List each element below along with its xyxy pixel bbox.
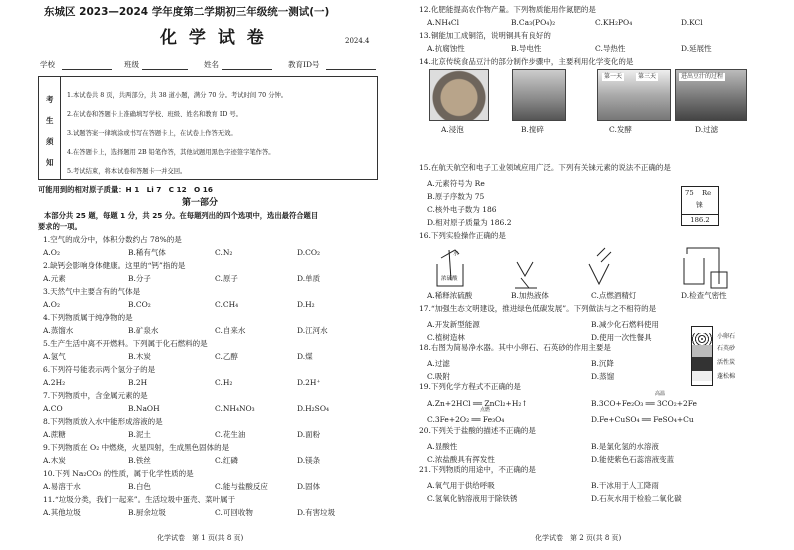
alcohol-lamp-icon <box>515 278 537 288</box>
option-a[interactable]: A.元素符号为 Re <box>427 179 485 188</box>
option-c[interactable]: C.可回收物 <box>215 508 253 517</box>
option-b[interactable]: B.泥土 <box>128 430 151 439</box>
option-b[interactable]: B.原子序数为 75 <box>427 192 485 201</box>
option-b[interactable]: B.稀有气体 <box>128 248 166 257</box>
option-d[interactable]: D.CO₂ <box>297 248 321 257</box>
option-c[interactable]: C.KH₂PO₄ <box>595 18 633 27</box>
option-a[interactable]: A.开发新型能源 <box>427 320 480 329</box>
option-c[interactable]: C.能与盐酸反应 <box>215 482 268 491</box>
fermentation-photo: 第一天 第三天 <box>597 69 671 121</box>
page-footer: 化学试卷 第 2 页(共 8 页) <box>535 534 622 542</box>
option-c[interactable]: C.NH₄NO₃ <box>215 404 255 413</box>
option-b[interactable]: B.加热液体 <box>511 291 549 300</box>
instruction-line-2: 要求的一项。 <box>38 222 82 231</box>
id-label: 教育ID号 <box>288 60 320 69</box>
option-d[interactable]: D.使用一次性餐具 <box>591 333 652 342</box>
class-label: 班级 <box>124 60 139 69</box>
condition-high-temp: 高温 <box>655 391 666 397</box>
option-b[interactable]: B.2H <box>128 378 148 387</box>
class-field[interactable] <box>142 69 188 70</box>
option-b[interactable]: B.搅碎 <box>521 125 544 134</box>
option-d[interactable]: D.2H⁺ <box>297 378 321 387</box>
option-c[interactable]: C.植树造林 <box>427 333 465 342</box>
option-b[interactable]: B.矿泉水 <box>128 326 159 335</box>
lamp-body-icon <box>589 264 609 284</box>
airtightness-setup-icon <box>687 248 727 288</box>
option-a[interactable]: A.抗腐蚀性 <box>427 44 465 53</box>
option-a[interactable]: A.木炭 <box>43 456 66 465</box>
option-d[interactable]: D.石灰水用于检验二氧化碳 <box>591 494 682 503</box>
option-a[interactable]: A.蒸馏水 <box>43 326 74 335</box>
option-b[interactable]: B.干冰用于人工降雨 <box>591 481 659 490</box>
option-a[interactable]: A.O₂ <box>43 300 60 309</box>
option-b[interactable]: B.减少化石燃料使用 <box>591 320 659 329</box>
option-d[interactable]: D.固体 <box>297 482 321 491</box>
test-tube-icon <box>517 262 533 276</box>
option-d[interactable]: D.江河水 <box>297 326 328 335</box>
page-footer: 化学试卷 第 1 页(共 8 页) <box>157 534 244 542</box>
option-c[interactable]: C.3Fe+2O₂ ══ Fe₃O₄ <box>427 415 505 424</box>
option-b[interactable]: B.是氯化氢的水溶液 <box>591 442 659 451</box>
option-d[interactable]: D.H₂ <box>297 300 315 309</box>
lighting-lamp-icon <box>597 248 611 262</box>
option-d[interactable]: D.Fe+CuSO₄ ══ FeSO₄+Cu <box>591 415 694 424</box>
option-c[interactable]: C.吸附 <box>427 372 450 381</box>
page-2: 12.化肥能提高农作物产量。下列物质能用作氮肥的是 A.NH₄Cl B.Ca₃(PO₄)₂ C.KH₂PO₄ D.KCl 13.铜能加工成铜箔，说明铜具有良好的 A.抗腐蚀性 B.导电性 C.导热性 D.延展性 14.北京传统食品豆汁的部分制作步骤中，主要利用化学变化的是 第一天 第三天 进出豆汁的过程 A.浸泡 B.搅碎 C.发酵 D.过滤 15.在航天航空和电子工业领域应用广泛。下列有关铼元素的说法不正确的是 A.元素符号为 Re B.原子序数为 75 C.核外电子数为 186 D.相对原子质量为 186.2 75 Re 铼 186.2 16.下列实验操作正确的是 水 浓硫酸 A.稀释浓硫酸 B.加热液体 C.点燃酒精灯 D.检查气密性 17.“加强生态文明建设，推进绿色低碳发展”。下列做法与之不相符的是 A.开发新型能源 B.减少化石燃料使用 C.植树造林 D.使用一次性餐具 18.右图为简易净水器。其中小卵石、石英砂的作用主要是 A.过滤 B.沉降 C.吸附 D.蒸馏 小卵石 石英砂 活性炭 蓬松棉 19.下列化学方程式不正确的是 A.Zn+2HCl ══ ZnCl₂+H₂↑ B.3CO+Fe₂O₃ ══ 3CO₂+2Fe C.3Fe+2O₂ ══ Fe₃O₄ D.Fe+CuSO₄ ══ FeSO₄+Cu 高温 点燃 20.下列关于盐酸的描述不正确的是 A.显酸性 B.是氯化氢的水溶液 C.浓盐酸具有挥发性 D.能使紫色石蕊溶液变蓝 21.下列物质的用途中，不正确的是 A.氧气用于供给呼吸 B.干冰用于人工降雨 C.氢氧化钠溶液用于除铁锈 D.石灰水用于检验二氧化碳 化学试卷 第 2 页(共 8 页) <box>397 0 794 550</box>
option-c[interactable]: C.核外电子数为 186 <box>427 205 497 214</box>
option-b[interactable]: B.分子 <box>128 274 151 283</box>
name-label: 姓名 <box>204 60 219 69</box>
school-field[interactable] <box>62 69 112 70</box>
tube-icon <box>684 258 704 284</box>
option-d[interactable]: D.煤 <box>297 352 313 361</box>
option-a[interactable]: A.显酸性 <box>427 442 458 451</box>
option-a[interactable]: A.稀释浓硫酸 <box>427 291 473 300</box>
option-c[interactable]: C.发酵 <box>609 125 632 134</box>
option-d[interactable]: D.KCl <box>681 18 703 27</box>
school-label: 学校 <box>40 60 55 69</box>
option-c[interactable]: C.导热性 <box>595 44 626 53</box>
option-b[interactable]: B.NaOH <box>128 404 160 413</box>
option-d[interactable]: D.检查气密性 <box>681 291 727 300</box>
blender-photo <box>512 69 566 121</box>
option-b[interactable]: B.厨余垃圾 <box>128 508 166 517</box>
option-d[interactable]: D.单质 <box>297 274 321 283</box>
option-a[interactable]: A.蔗糖 <box>43 430 66 439</box>
option-c[interactable]: C.H₂ <box>215 378 233 387</box>
notice-list: 1.本试卷共 8 页，共两部分，共 38 道小题，满分 70 分。考试时间 70 分钟。 2.在试卷和答题卡上准确填写学校、班级、姓名和教育 ID 号。 3.试题答案一律填涂或书写在答题卡上，在试卷上作答无效。 4.在答题卡上，选择题用 2B 铅笔作答，其他试题用黑色字迹签字笔作答。 5.考试结束，将本试卷和答题卡一并交回。 <box>67 92 288 175</box>
option-d[interactable]: D.镁条 <box>297 456 321 465</box>
element-tile-rhenium: 75 Re 铼 186.2 <box>681 186 719 226</box>
option-d[interactable]: D.面粉 <box>297 430 321 439</box>
option-c[interactable]: C.原子 <box>215 274 238 283</box>
option-c[interactable]: C.点燃酒精灯 <box>591 291 637 300</box>
option-a[interactable]: A.浸泡 <box>441 125 464 134</box>
option-a[interactable]: A.氢气 <box>43 352 66 361</box>
option-d[interactable]: D.有害垃圾 <box>297 508 336 517</box>
exam-date: 2024.4 <box>345 37 370 45</box>
option-b[interactable]: B.白色 <box>128 482 151 491</box>
option-b[interactable]: B.3CO+Fe₂O₃ ══ 3CO₂+2Fe <box>591 399 697 408</box>
notice-label: 考 生 须 知 <box>39 77 61 179</box>
notice-box <box>38 76 378 180</box>
id-field[interactable] <box>326 69 376 70</box>
option-c[interactable]: C.N₂ <box>215 248 233 257</box>
option-a[interactable]: A.2H₂ <box>43 378 66 387</box>
option-a[interactable]: A.元素 <box>43 274 66 283</box>
filtering-photo: 进出豆汁的过程 <box>675 69 747 121</box>
option-d[interactable]: D.延展性 <box>681 44 712 53</box>
bottle-icon <box>691 326 713 386</box>
lab-operations-figure <box>429 244 759 290</box>
option-c[interactable]: C.氢氧化钠溶液用于除铁锈 <box>427 494 518 503</box>
option-c[interactable]: C.浓盐酸具有挥发性 <box>427 455 495 464</box>
option-d[interactable]: D.蒸馏 <box>591 372 615 381</box>
option-a[interactable]: A.O₂ <box>43 248 60 257</box>
option-c[interactable]: C.红磷 <box>215 456 238 465</box>
option-a[interactable]: A.NH₄Cl <box>427 18 460 27</box>
exam-header: 东城区 2023—2024 学年度第二学期初三年级统一测试(一) <box>44 6 330 18</box>
name-field[interactable] <box>222 69 272 70</box>
option-c[interactable]: C.花生油 <box>215 430 246 439</box>
option-d[interactable]: D.H₂SO₄ <box>297 404 329 413</box>
option-a[interactable]: A.氧气用于供给呼吸 <box>427 481 495 490</box>
option-d[interactable]: D.相对原子质量为 186.2 <box>427 218 512 227</box>
option-d[interactable]: D.过滤 <box>695 125 719 134</box>
option-b[interactable]: B.CO₂ <box>128 300 151 309</box>
option-a[interactable]: A.过滤 <box>427 359 450 368</box>
option-b[interactable]: B.木炭 <box>128 352 151 361</box>
question-list: 1.空气的成分中，体积分数约占 78%的是 A.O₂ B.稀有气体 C.N₂ D.CO₂ 2.缺钙会影响身体健康。这里的“钙”指的是 A.元素 B.分子 C.原子 D.单质 3.天然气中主要含有的气体是 A.O₂ B.CO₂ C.CH₄ D.H₂ 4.下列物质属于纯净物的是 A.蒸馏水 B.矿泉水 C.自来水 D.江河水 5.生产生活中离不开燃料。下列属于化石燃料的是 A.氢气 B.木炭 C.乙醇 D.煤 6.下列符号能表示两个氢分子的是 A.2H₂ B.2H C.H₂ D.2H⁺ 7.下列物质中，含金属元素的是 A.CO B.NaOH C.NH₄NO₃ D.H₂SO₄ 8.下列物质放入水中能形成溶液的是 A.蔗糖 B.泥土 C.花生油 D.面粉 9.下列物质在 O₂ 中燃烧，火星四射，生成黑色固体的是 A.木炭 B.铁丝 C.红磷 D.镁条 10.下列 Na₂CO₃ 的性质，属于化学性质的是 A.易溶于水 B.白色 C.能与盐酸反应 D.固体 11.“垃圾分类，我们一起来”。生活垃圾中蛋壳、菜叶属于 A.其他垃圾 B.厨余垃圾 C.可回收物 D.有害垃圾 <box>43 235 336 517</box>
atomic-mass-line: 可能用到的相对原子质量：H 1 Li 7 C 12 O 16 <box>38 185 213 194</box>
condition-ignite: 点燃 <box>480 407 491 413</box>
option-c[interactable]: C.乙醇 <box>215 352 238 361</box>
part-heading: 第一部分 <box>182 198 219 208</box>
option-d[interactable]: D.能使紫色石蕊溶液变蓝 <box>591 455 675 464</box>
option-a[interactable]: A.易溶于水 <box>43 482 81 491</box>
water-filter-figure: 小卵石 石英砂 活性炭 蓬松棉 <box>689 326 759 390</box>
option-c[interactable]: C.CH₄ <box>215 300 239 309</box>
soaking-photo <box>429 69 489 121</box>
option-b[interactable]: B.铁丝 <box>128 456 151 465</box>
option-a[interactable]: A.Zn+2HCl ══ ZnCl₂+H₂↑ <box>427 399 528 408</box>
option-a[interactable]: A.CO <box>43 404 63 413</box>
instruction-line-1: 本部分共 25 题，每题 1 分，共 25 分。在每题列出的四个选项中，选出最符合题目 <box>44 211 319 220</box>
page-title: 化 学 试 卷 <box>160 28 267 48</box>
option-b[interactable]: B.导电性 <box>511 44 542 53</box>
option-c[interactable]: C.自来水 <box>215 326 246 335</box>
option-b[interactable]: B.沉降 <box>591 359 614 368</box>
option-b[interactable]: B.Ca₃(PO₄)₂ <box>511 18 556 27</box>
option-a[interactable]: A.其他垃圾 <box>43 508 81 517</box>
